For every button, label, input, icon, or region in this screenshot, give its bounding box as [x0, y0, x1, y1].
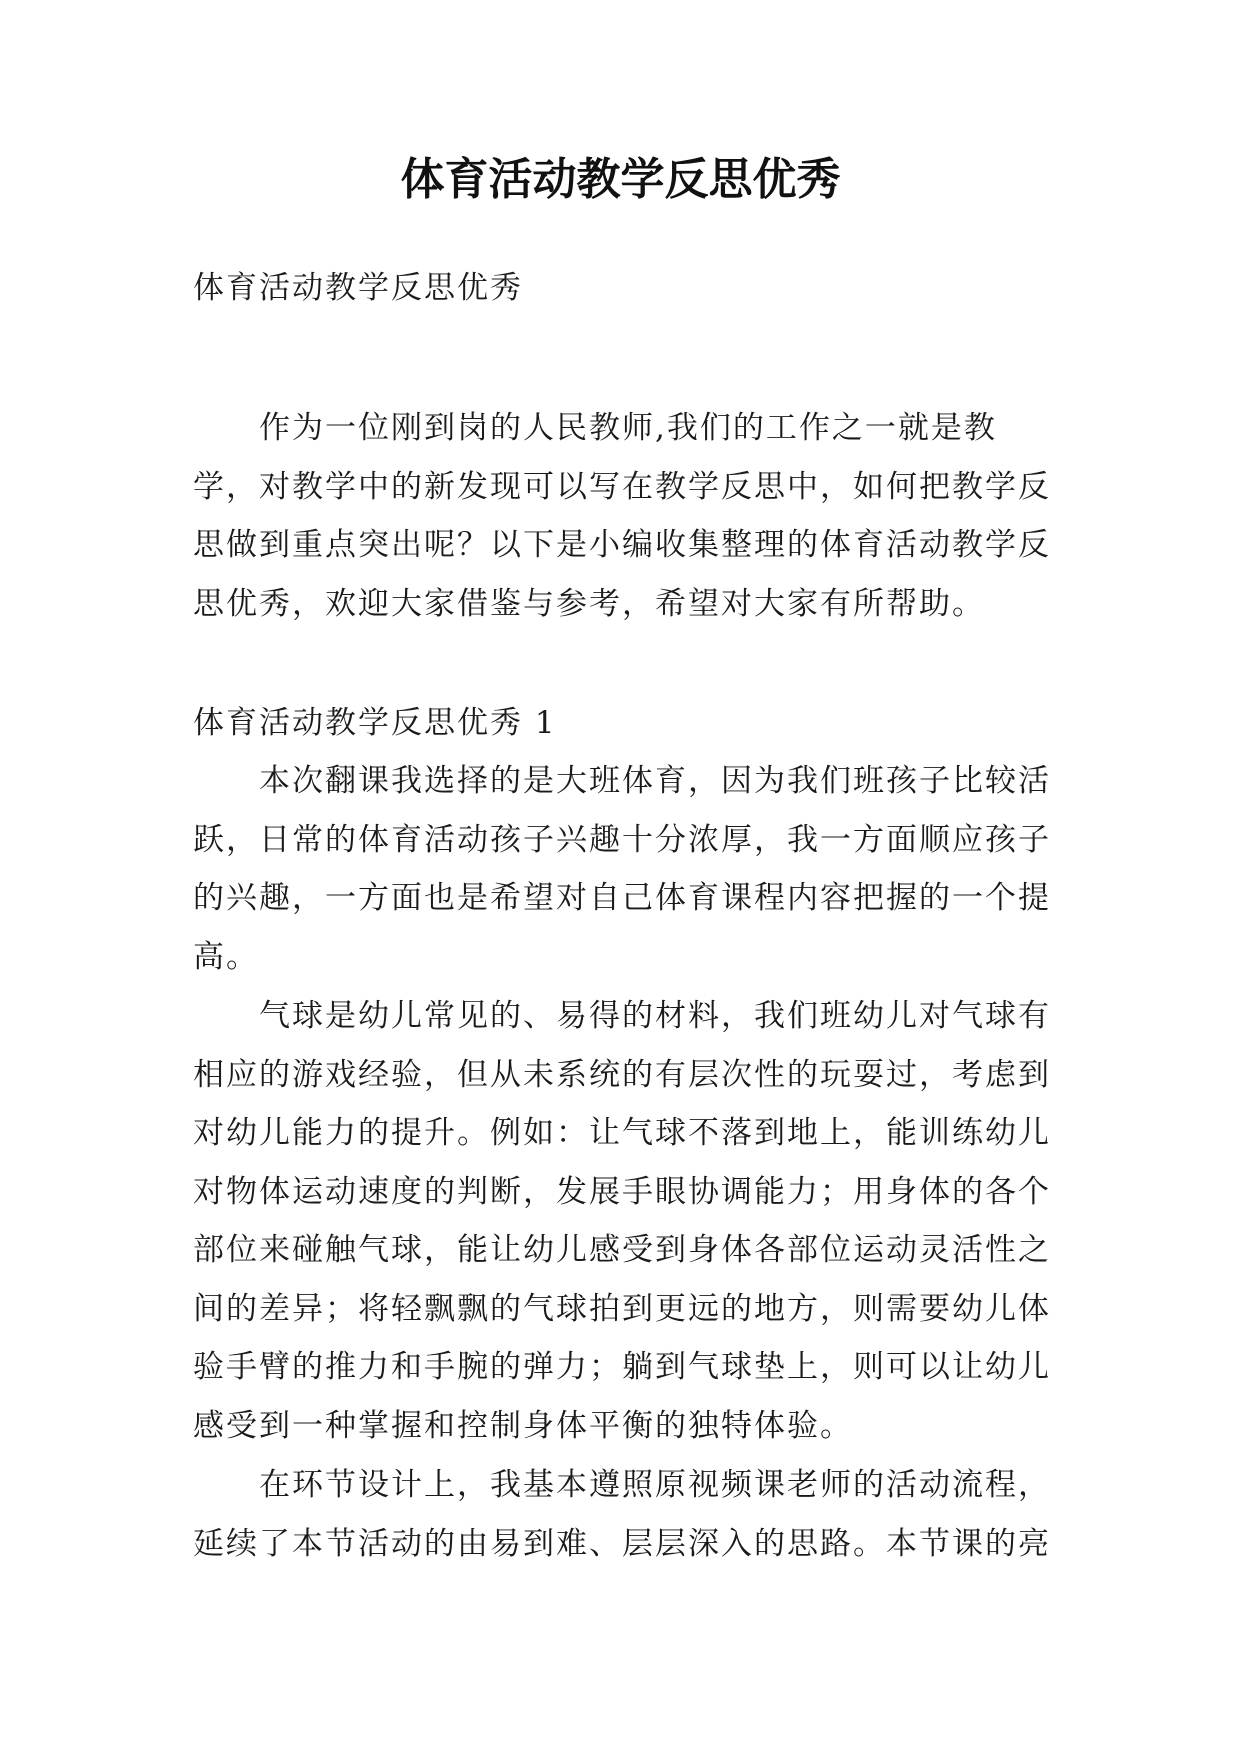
- document-title: 体育活动教学反思优秀: [400, 154, 841, 205]
- intro-paragraph: 作为一位刚到岗的人民教师,我们的工作之一就是教学，对教学中的新发现可以写在教学反思中，如何把教学反思做到重点突出呢？以下是小编收集整理的体育活动教学反思优秀，欢迎大家借鉴与参考，希望对大家有所帮助。: [193, 410, 1051, 622]
- body-paragraph: 在环节设计上，我基本遵照原视频课老师的活动流程，延续了本节活动的由易到难、层层深入的思路。本节课的亮: [193, 1467, 1051, 1562]
- section-heading: 体育活动教学反思优秀 1: [193, 705, 557, 741]
- document-subtitle: 体育活动教学反思优秀: [193, 270, 523, 306]
- body-paragraph: 气球是幼儿常见的、易得的材料，我们班幼儿对气球有相应的游戏经验，但从未系统的有层次性的玩耍过，考虑到对幼儿能力的提升。例如：让气球不落到地上，能训练幼儿对物体运动速度的判断，发展手眼协调能力；用身体的各个部位来碰触气球，能让幼儿感受到身体各部位运动灵活性之间的差异；将轻飘飘的气球拍到更远的地方，则需要幼儿体验手臂的推力和手腕的弹力；躺到气球垫上，则可以让幼儿感受到一种掌握和控制身体平衡的独特体验。: [193, 998, 1051, 1444]
- body-paragraph: 本次翻课我选择的是大班体育，因为我们班孩子比较活跃，日常的体育活动孩子兴趣十分浓厚，我一方面顺应孩子的兴趣，一方面也是希望对自己体育课程内容把握的一个提高。: [193, 763, 1051, 975]
